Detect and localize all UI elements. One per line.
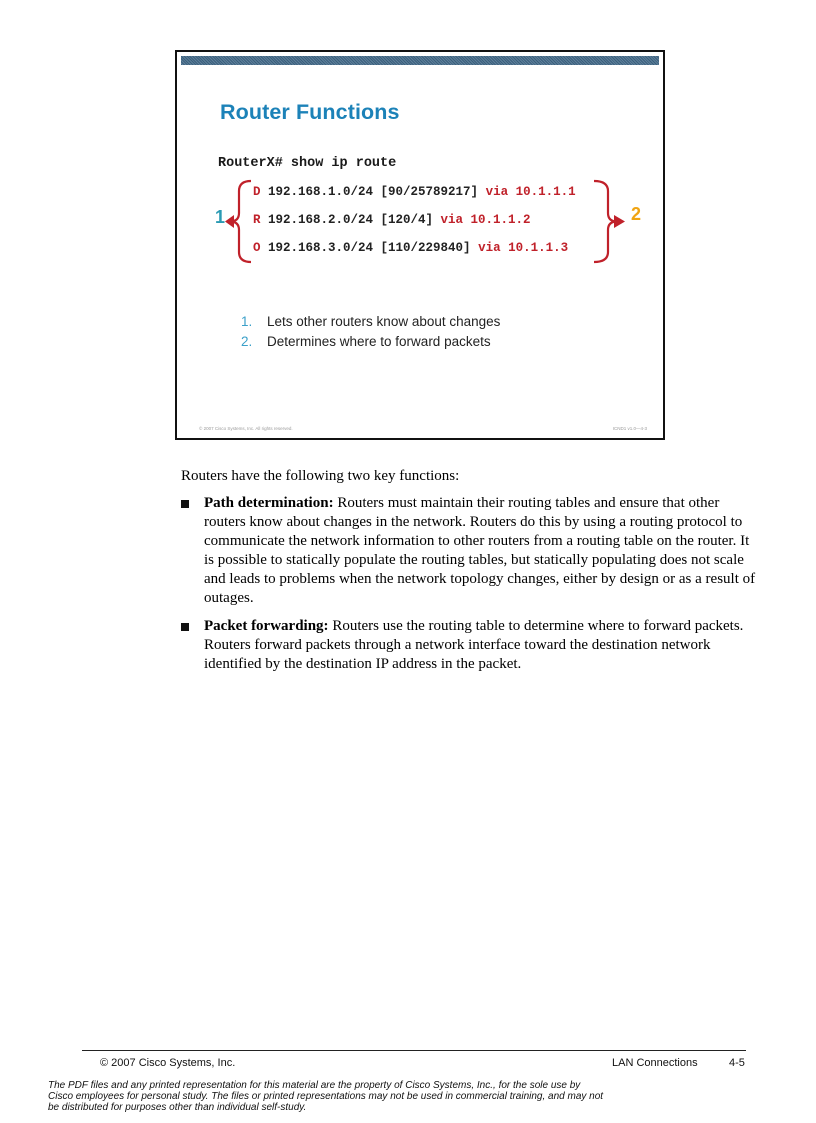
list-text: Determines where to forward packets bbox=[267, 334, 491, 349]
footer-disclaimer: The PDF files and any printed representation for this material are the property of Cisco Systems, Inc., for the sole use by Cisco employees for personal study. The files or printed representations may not be used in commercial training, and may not be distributed for purposes other than individual self-study. bbox=[48, 1080, 604, 1113]
intro-text: Routers have the following two key functions: bbox=[181, 468, 460, 484]
footer-copyright: © 2007 Cisco Systems, Inc. bbox=[100, 1057, 236, 1069]
route-code: O bbox=[253, 241, 261, 255]
footer-divider bbox=[82, 1050, 746, 1051]
slide-title: Router Functions bbox=[220, 100, 400, 124]
bullet-list bbox=[181, 494, 756, 683]
slide-copyright: © 2007 Cisco Systems, Inc. All rights reserved. bbox=[199, 426, 293, 431]
footer-page-number: 4-5 bbox=[729, 1057, 745, 1069]
route-next-hop: via 10.1.1.3 bbox=[478, 241, 569, 255]
list-number: 2. bbox=[241, 334, 253, 349]
slide-number: ICND1 v1.0—4-3 bbox=[612, 426, 647, 431]
route-network: 192.168.2.0/24 [120/4] bbox=[260, 213, 441, 227]
slide-header-bar bbox=[181, 56, 659, 65]
list-text: Lets other routers know about changes bbox=[267, 314, 501, 329]
list-item bbox=[241, 312, 500, 332]
route-code: D bbox=[253, 185, 261, 199]
bullet-term: Path determination: bbox=[204, 495, 334, 511]
footer-course-name: LAN Connections bbox=[612, 1057, 698, 1069]
bullet-item bbox=[181, 494, 756, 608]
list-number: 1. bbox=[241, 314, 253, 329]
right-brace-icon bbox=[592, 179, 632, 264]
square-bullet-icon bbox=[181, 500, 189, 508]
bullet-item bbox=[181, 617, 756, 674]
slide-figure bbox=[175, 50, 665, 440]
square-bullet-icon bbox=[181, 623, 189, 631]
bullet-term: Packet forwarding: bbox=[204, 618, 329, 634]
route-entry bbox=[253, 185, 576, 201]
list-item bbox=[241, 332, 500, 352]
route-entry bbox=[253, 213, 531, 229]
route-next-hop: via 10.1.1.1 bbox=[485, 185, 576, 199]
callout-number-2: 2 bbox=[631, 204, 642, 224]
bullet-text: Routers must maintain their routing tables and ensure that other routers know about changes in the network. Routers do this by using a routing protocol to communicate the network information to other routers from a routing table on the router. It is possible to statically populate the routing tables, but statically populating does not scale and leads to problems when the network topology changes, either by design or as a result of outages. bbox=[204, 495, 756, 606]
command-line: RouterX# show ip route bbox=[218, 156, 397, 171]
slide-list bbox=[241, 312, 500, 352]
callout-number-1: 1 bbox=[215, 207, 226, 227]
route-entry bbox=[253, 241, 568, 257]
route-network: 192.168.3.0/24 [110/229840] bbox=[260, 241, 479, 255]
route-network: 192.168.1.0/24 [90/25789217] bbox=[260, 185, 486, 199]
left-brace-icon bbox=[225, 179, 253, 264]
bullet-text: Routers use the routing table to determine where to forward packets. Routers forward packets through a network interface toward the destination network identified by the destination IP address in the packet. bbox=[204, 618, 744, 672]
route-next-hop: via 10.1.1.2 bbox=[440, 213, 531, 227]
route-code: R bbox=[253, 213, 261, 227]
